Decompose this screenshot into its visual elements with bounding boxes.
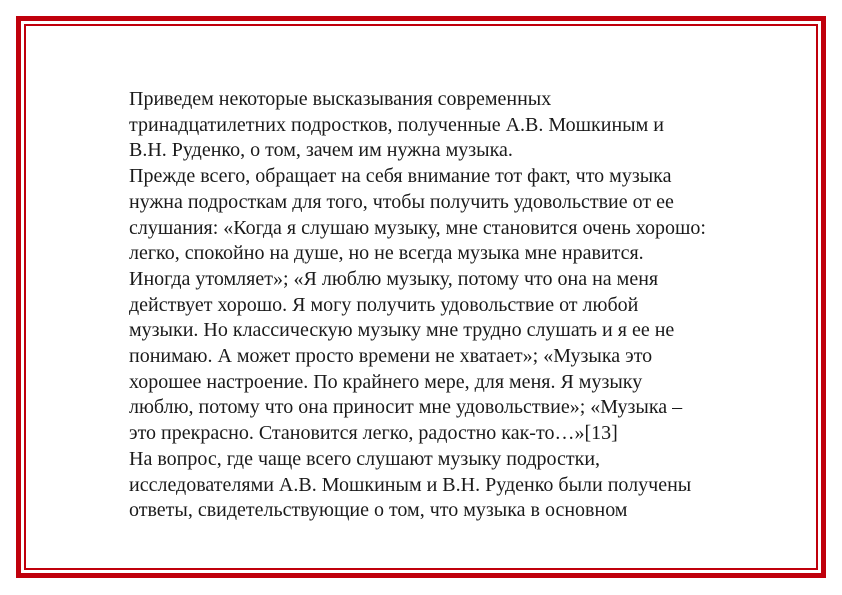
text-line: действует хорошо. Я могу получить удовольствие от любой [129,293,639,316]
text-line: В.Н. Руденко, о том, зачем им нужна музыка. [129,139,513,162]
text-line: хорошее настроение. По крайнего мере, для меня. Я музыку [129,370,643,393]
text-line: понимаю. А может просто времени не хватает»; «Музыка это [129,345,653,368]
text-line: Прежде всего, обращает на себя внимание тот факт, что музыка [129,165,672,188]
text-line: это прекрасно. Становится легко, радостно как-то…»[13] [129,422,618,445]
text-line: На вопрос, где чаще всего слушают музыку подростки, [129,447,601,470]
text-line: тринадцатилетних подростков, полученные А.В. Мошкиным и [129,113,664,136]
text-line: ответы, свидетельствующие о том, что музыка в основном [129,499,628,522]
text-line: Приведем некоторые высказывания современных [129,88,552,110]
text-line: люблю, потому что она приносит мне удовольствие»; «Музыка – [129,396,683,419]
text-line: Иногда утомляет»; «Я люблю музыку, потому что она на меня [129,267,659,290]
text-line: легко, спокойно на душе, но не всегда музыка мне нравится. [129,242,644,265]
text-line: музыки. Но классическую музыку мне трудно слушать и я ее не [129,319,675,342]
body-text [129,87,769,524]
text-line: слушания: «Когда я слушаю музыку, мне становится очень хорошо: [129,216,706,239]
text-line: нужна подросткам для того, чтобы получить удовольствие от ее [129,190,674,213]
text-line: исследователями А.В. Мошкиным и В.Н. Руденко были получены [129,473,692,496]
